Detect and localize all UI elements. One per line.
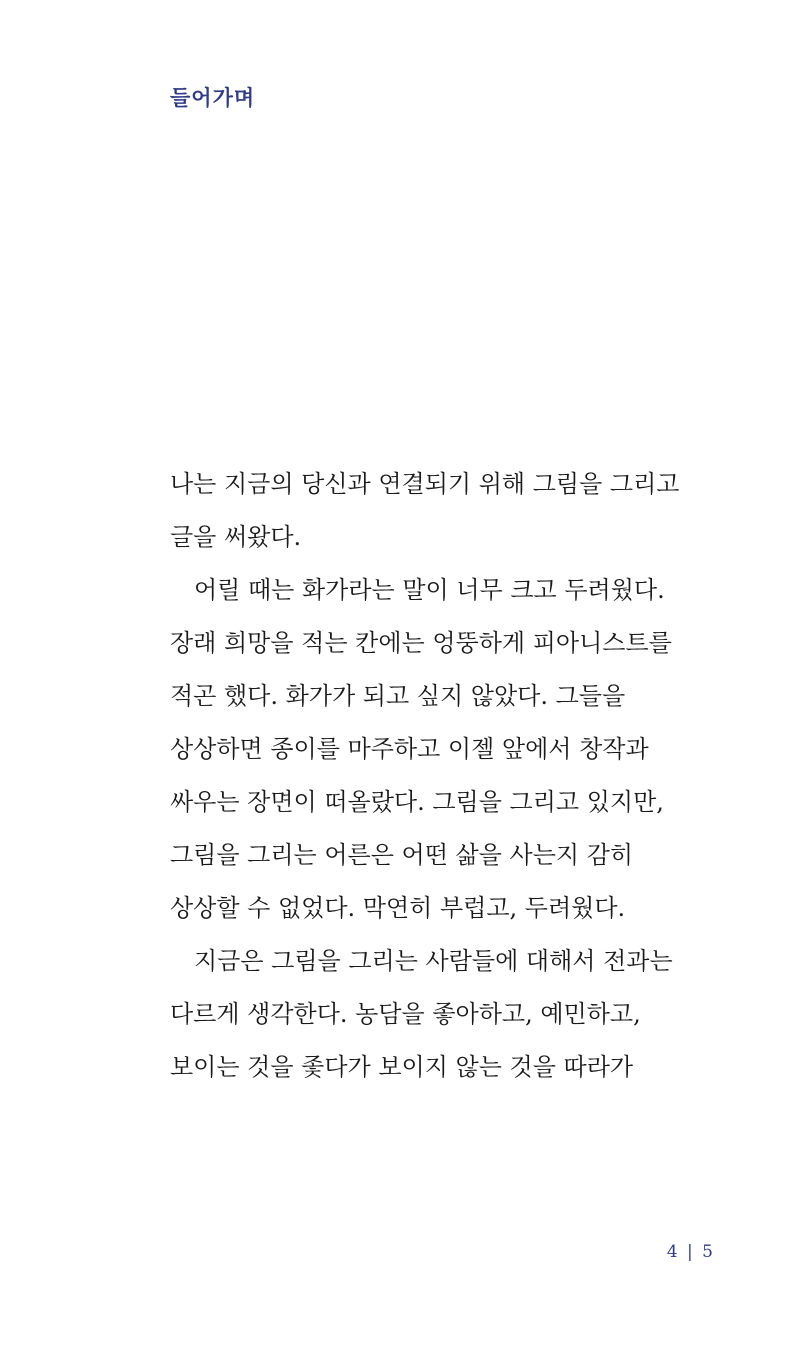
text-line: 지금은 그림을 그리는 사람들에 대해서 전과는 [194, 947, 673, 975]
text-line: 어릴 때는 화가라는 말이 너무 크고 두려웠다. [194, 576, 665, 604]
text-line: 글을 써왔다. [170, 523, 302, 551]
text-line: 다르게 생각한다. 농담을 좋아하고, 예민하고, [170, 1000, 641, 1028]
text-line: 상상할 수 없었다. 막연히 부럽고, 두려웠다. [170, 894, 626, 922]
text-line: 싸우는 장면이 떠올랐다. 그림을 그리고 있지만, [170, 788, 664, 816]
page-number: 4 | 5 [666, 1242, 715, 1262]
text-line: 상상하면 종이를 마주하고 이젤 앞에서 창작과 [170, 735, 649, 763]
text-line: 그림을 그리는 어른은 어떤 삶을 사는지 감히 [170, 841, 634, 869]
text-line: 나는 지금의 당신과 연결되기 위해 그림을 그리고 [170, 470, 680, 498]
text-line: 보이는 것을 좇다가 보이지 않는 것을 따라가 [170, 1053, 634, 1081]
section-heading: 들어가며 [170, 86, 256, 110]
text-line: 적곤 했다. 화가가 되고 싶지 않았다. 그들을 [170, 682, 626, 710]
text-line: 장래 희망을 적는 칸에는 엉뚱하게 피아니스트를 [170, 629, 672, 657]
body-text [170, 458, 730, 1094]
